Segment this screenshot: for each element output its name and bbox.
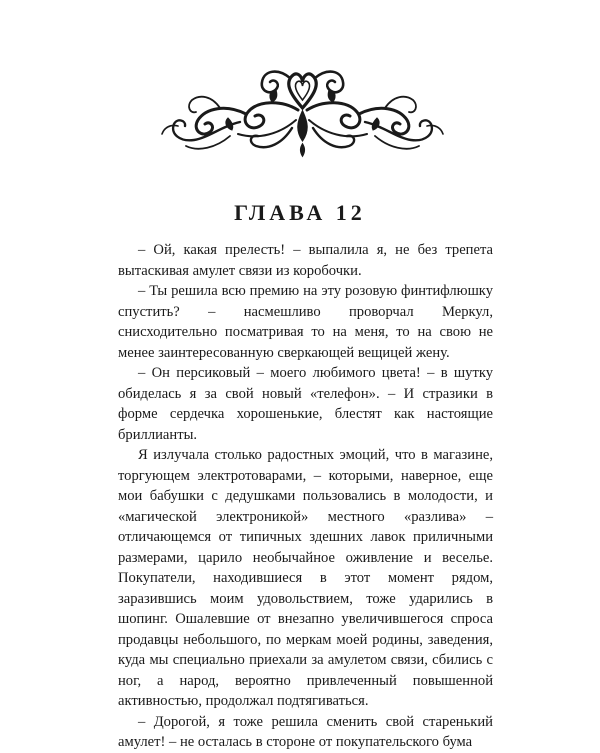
paragraph: – Ты решила всю премию на эту розовую финтифлюшку спустить? – насмешливо проворчал Меркул, снисходительно посматривая то на меня, то на свою не менее заинтересованную сверкающей вещицей жену. [118, 283, 493, 361]
paragraph: Я излучала столько радостных эмоций, что в магазине, торгующем электротоварами, – которыми, наверное, еще мои бабушки с дедушками пользовались в молодости, и «магической электроникой» местного «разлива» – отличающемся от типичных здешних лавок приличными размерами, царило необычайное оживление и веселье. Покупатели, находившиеся в этот момент рядом, заразившись моим удовольствием, тоже ударились в шопинг. Ошалевшие от внезапно увеличившегося спроса продавцы небольшого, по меркам моей родины, заведения, куда мы специально приехали за амулетом связи, сбились с ног, а народ, вероятно привлеченный повышенной активностью, продолжал подтягиваться. [118, 447, 493, 709]
heart-scroll-ornament-icon [160, 60, 445, 165]
paragraph: – Он персиковый – моего любимого цвета! – в шутку обиделась я за свой новый «телефон». – И стразики в форме сердечка хорошенькие, блестят как настоящие бриллианты. [118, 365, 493, 443]
chapter-title: ГЛАВА 12 [234, 200, 366, 225]
paragraph: – Ой, какая прелесть! – выпалила я, не без трепета вытаскивая амулет связи из коробочки. [118, 242, 493, 279]
chapter-text [118, 240, 493, 753]
paragraph: – Дорогой, я тоже решила сменить свой старенький амулет! – не осталась в стороне от покупательского бума [118, 713, 493, 750]
